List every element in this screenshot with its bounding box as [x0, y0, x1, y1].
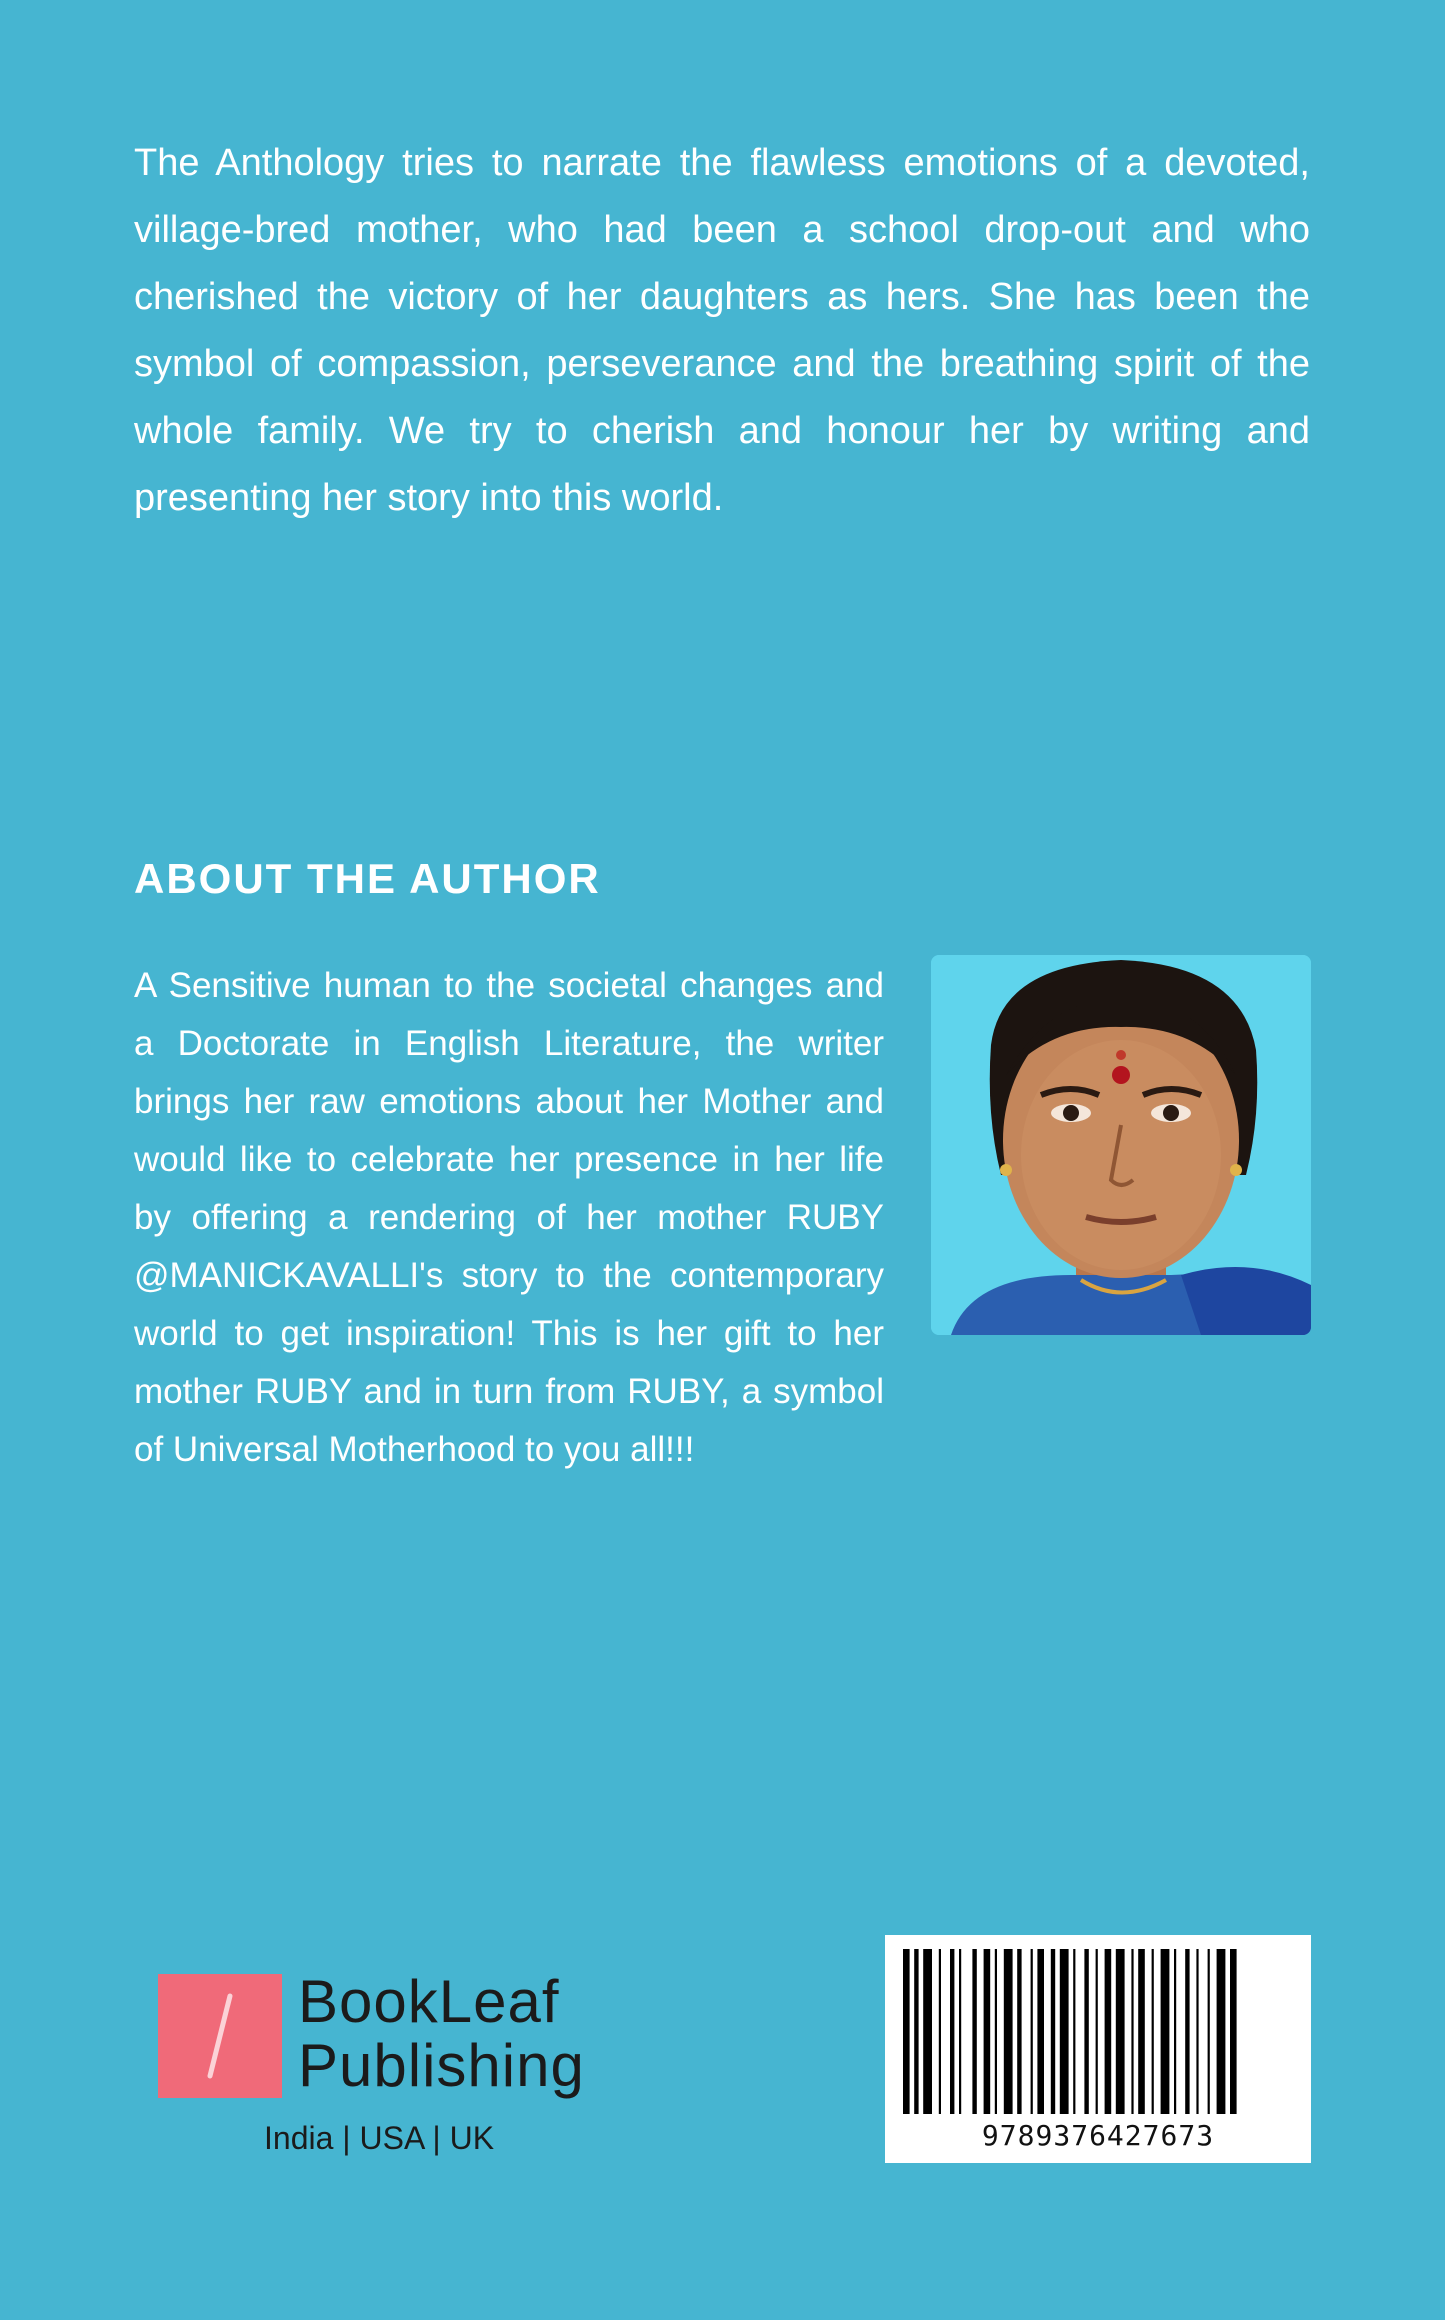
barcode-bar: [1060, 1949, 1069, 2114]
barcode-bar: [1138, 1949, 1145, 2114]
barcode-bar: [1161, 1949, 1170, 2114]
barcode-bar: [1116, 1949, 1125, 2114]
barcode-bar: [972, 1949, 976, 2114]
barcode-bar: [1073, 1949, 1075, 2114]
barcode-bar: [1096, 1949, 1098, 2114]
bookleaf-logo: [158, 1970, 618, 2160]
barcode-bar: [1230, 1949, 1237, 2114]
back-cover-blurb: The Anthology tries to narrate the flawless emotions of a devoted, village-bred mother, who had been a school drop-out and who cherished the victory of her daughters as hers. She has been the symbol of compassion, perseverance and the breathing spirit of the whole family. We try to cherish and honour her by writing and presenting her story into this world.: [134, 142, 1310, 519]
barcode-bar: [903, 1949, 910, 2114]
author-photo: [931, 955, 1311, 1335]
publisher-regions: India | USA | UK: [264, 2120, 495, 2156]
barcode-bar: [1208, 1949, 1210, 2114]
barcode-bar: [914, 1949, 918, 2114]
barcode-bar: [1031, 1949, 1033, 2114]
barcode-bar: [1174, 1949, 1176, 2114]
barcode-bar: [1131, 1949, 1133, 2114]
publisher-name-line2: Publishing: [298, 2032, 585, 2099]
barcode-bar: [950, 1949, 954, 2114]
barcode-bar: [939, 1949, 941, 2114]
barcode-bar: [1084, 1949, 1088, 2114]
barcode-bar: [1051, 1949, 1055, 2114]
isbn-number: 9789376427673: [981, 2119, 1215, 2152]
author-bio: A Sensitive human to the societal changes and a Doctorate in English Literature, the writer brings her raw emotions about her Mother and would like to celebrate her presence in her life by offering a rendering of her mother RUBY @MANICKAVALLI's story to the contemporary world to get inspiration! This is her gift to her mother RUBY and in turn from RUBY, a symbol of Universal Motherhood to you all!!!: [134, 966, 884, 1469]
barcode-bars: [903, 1949, 1293, 2114]
about-author-heading: ABOUT THE AUTHOR: [134, 855, 601, 902]
barcode-bar: [1105, 1949, 1112, 2114]
barcode-bar: [1017, 1949, 1021, 2114]
barcode-bar: [1185, 1949, 1189, 2114]
barcode-bar: [959, 1949, 961, 2114]
barcode-bar: [1037, 1949, 1044, 2114]
barcode-bar: [1196, 1949, 1198, 2114]
publisher-name-line1: BookLeaf: [298, 1968, 560, 2035]
barcode-bar: [984, 1949, 991, 2114]
publisher-name: [298, 1970, 585, 2098]
barcode-bar: [1152, 1949, 1154, 2114]
barcode-bar: [1004, 1949, 1013, 2114]
isbn-barcode: [885, 1935, 1311, 2163]
leaf-slash-icon: [158, 1974, 282, 2098]
barcode-bar: [1217, 1949, 1226, 2114]
barcode-bar: [995, 1949, 997, 2114]
barcode-bar: [923, 1949, 932, 2114]
